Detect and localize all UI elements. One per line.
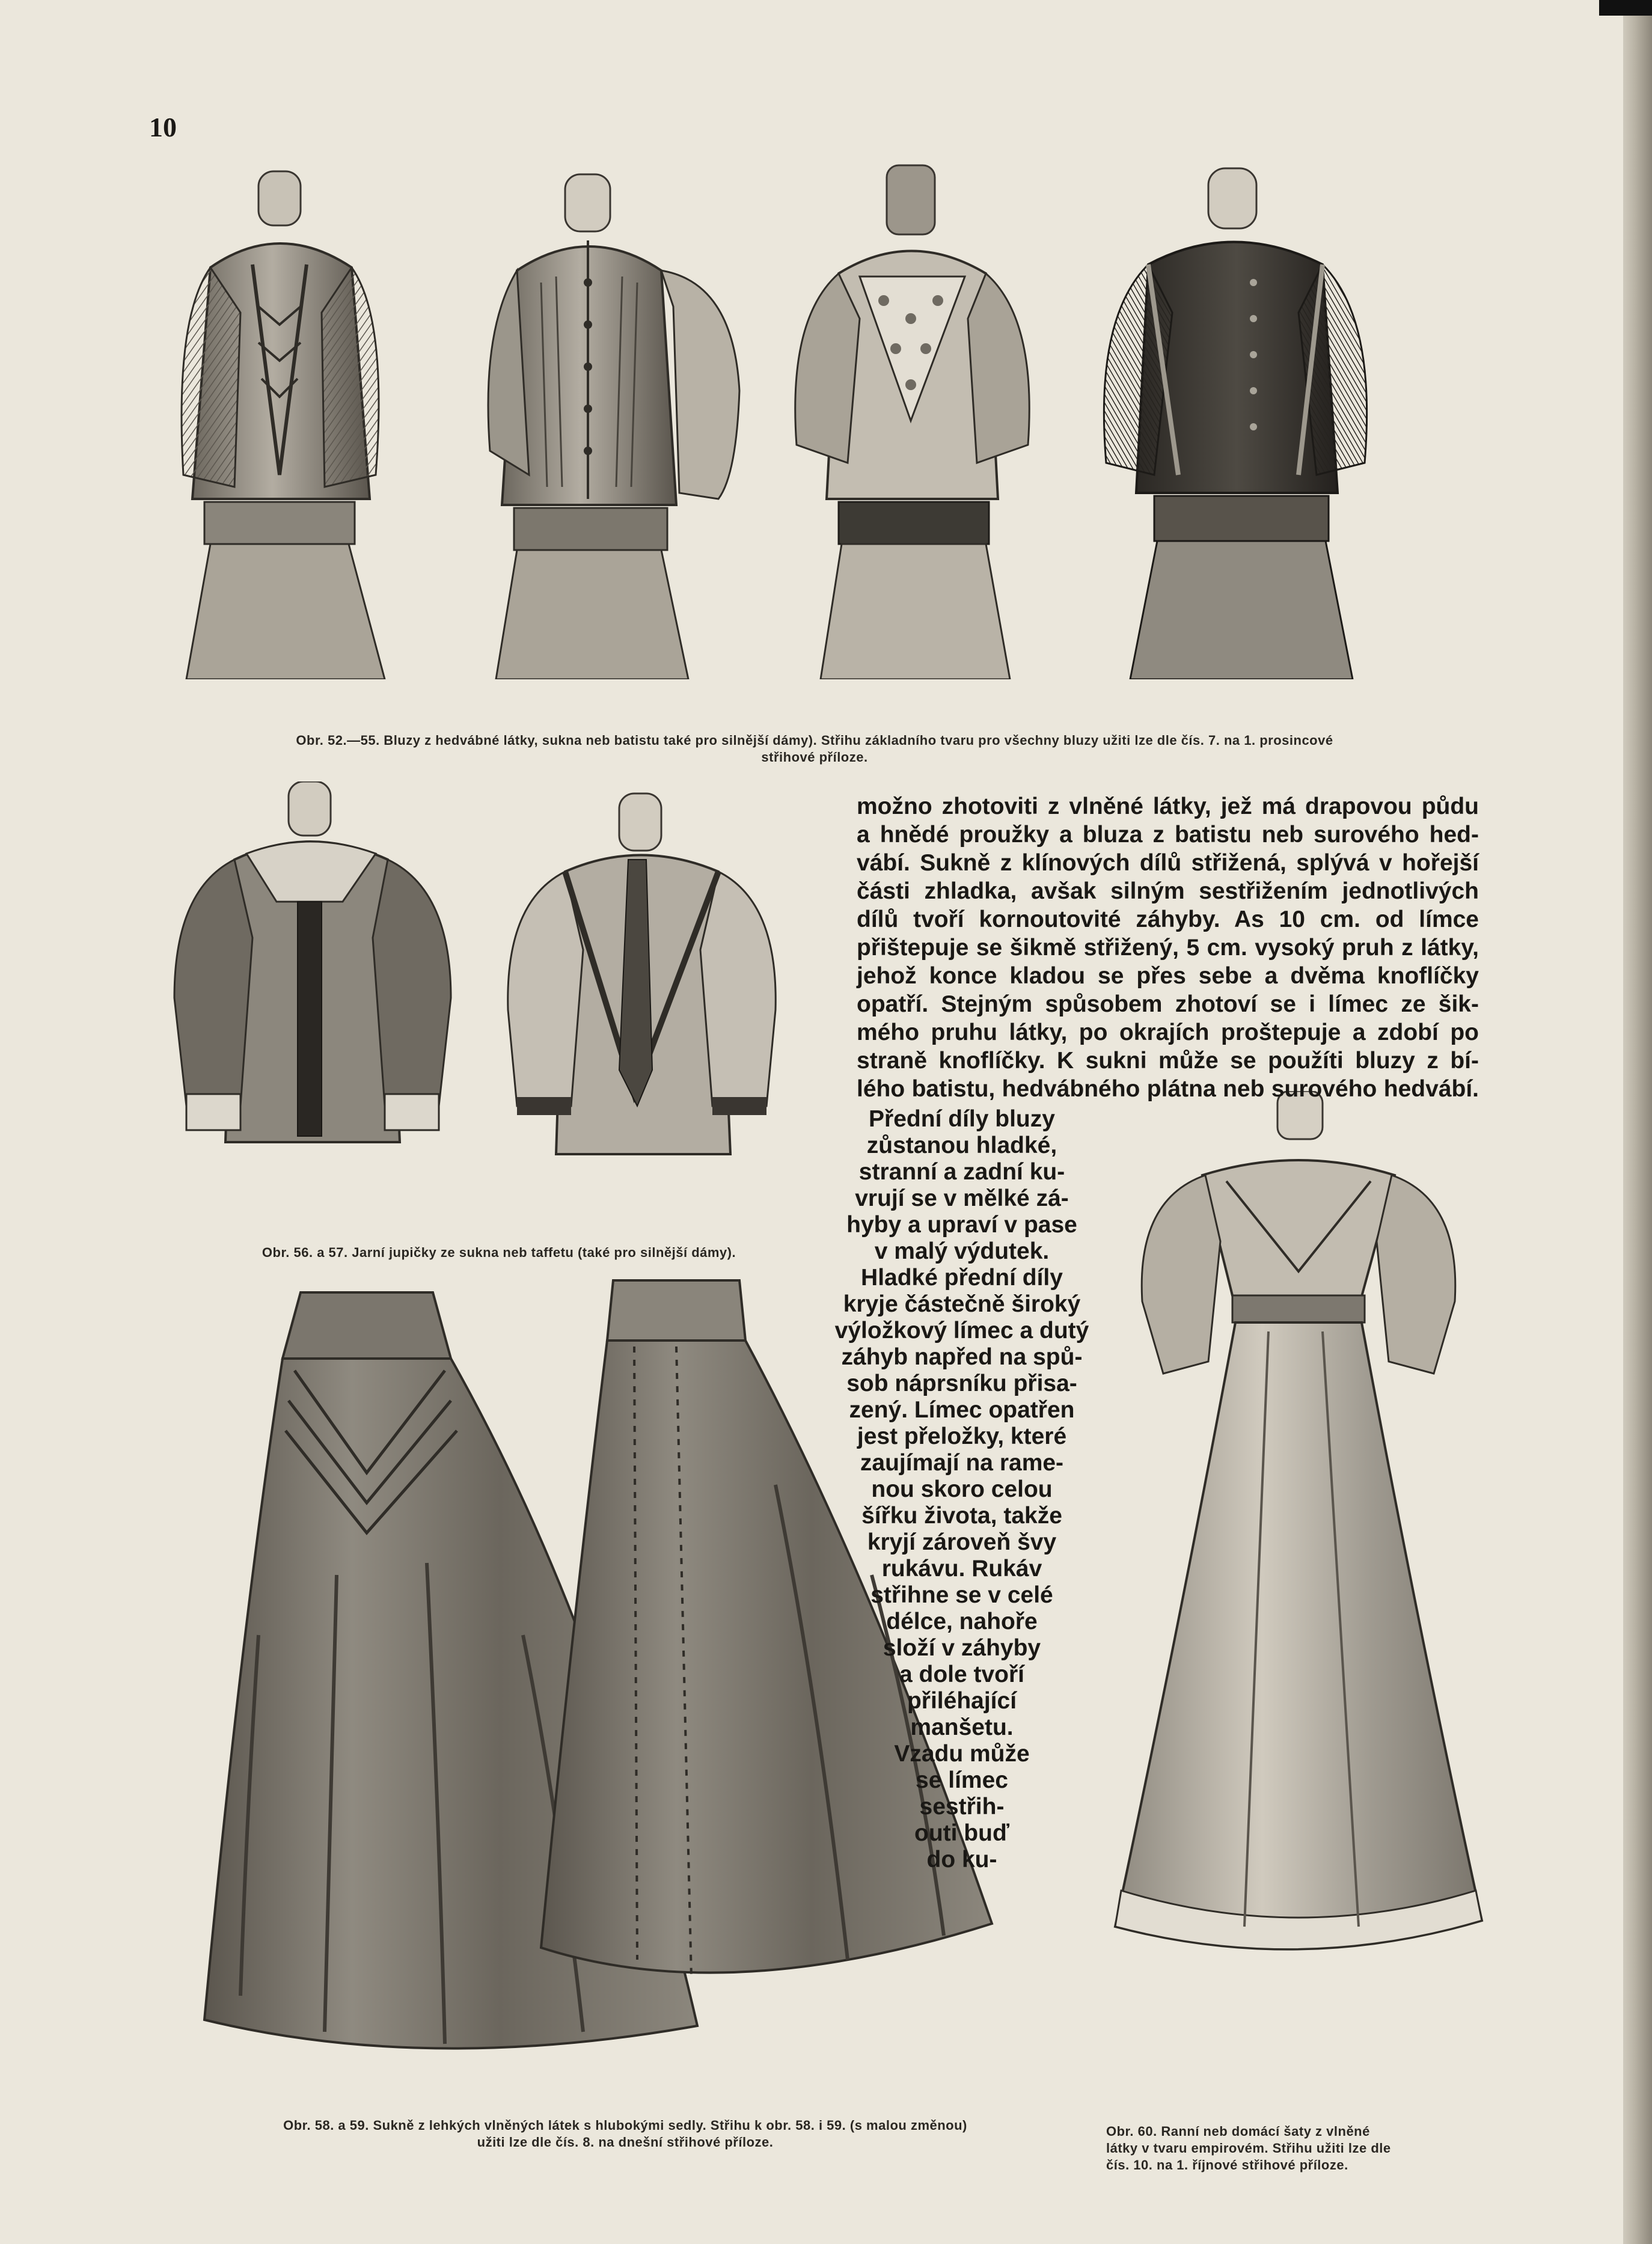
caption-figures-56-57: Obr. 56. a 57. Jarní jupičky ze sukna neb taffetu (také pro silnější dámy). bbox=[262, 1245, 736, 1260]
caption-line: Obr. 58. a 59. Sukně z lehkých vlněných látek s hlubokými sedly. Střihu k obr. 58. i 59. (s malou změnou) bbox=[283, 2118, 967, 2133]
text-line: sob náprsníku přisa- bbox=[846, 1371, 1077, 1396]
text-line: se límec bbox=[916, 1767, 1008, 1793]
caption-figures-52-55 bbox=[144, 732, 1485, 766]
text-line: zůstanou hladké, bbox=[866, 1133, 1057, 1158]
text-line: možno zhotoviti z vlněné látky, jež má drapovou půdu bbox=[857, 793, 1479, 819]
text-line: přiléhající bbox=[907, 1688, 1017, 1714]
page-number: 10 bbox=[149, 112, 177, 142]
text-line: do ku- bbox=[926, 1847, 997, 1873]
illustration-blouses-52-55 bbox=[168, 162, 1485, 679]
text-line: a hnědé proužky a bluza z batistu neb surového hed- bbox=[857, 822, 1479, 848]
text-line: vábí. Sukně z klínových dílů střižená, splývá v hořejší bbox=[857, 850, 1479, 876]
caption-line: střihové příloze. bbox=[761, 750, 868, 765]
page-edge-shadow bbox=[1623, 0, 1652, 2244]
text-line: dílů tvoří kornoutovité záhyby. As 10 cm. od límce bbox=[857, 906, 1479, 932]
illustration-jackets-56-57 bbox=[162, 781, 848, 1202]
text-line: hyby a upraví v pase bbox=[846, 1212, 1077, 1238]
text-line: délce, nahoře bbox=[886, 1609, 1038, 1634]
text-line: Vzadu může bbox=[894, 1741, 1030, 1767]
text-line: sestřih- bbox=[919, 1794, 1005, 1820]
text-line: Hladké přední díly bbox=[861, 1265, 1063, 1291]
text-line: rukávu. Rukáv bbox=[881, 1556, 1042, 1582]
text-line: jehož konce kladou se přes sebe a dvěma knoflíčky bbox=[857, 963, 1479, 989]
text-line: jest přeložky, které bbox=[857, 1423, 1067, 1449]
text-line: a dole tvoří bbox=[899, 1662, 1025, 1687]
article-text-wide bbox=[857, 792, 1479, 1103]
blouse-52 bbox=[182, 171, 385, 679]
caption-line: čís. 10. na 1. říjnové střihové příloze. bbox=[1106, 2157, 1348, 2172]
jacket-56 bbox=[174, 781, 451, 1142]
text-line: zaujímají na rame- bbox=[860, 1450, 1064, 1476]
jacket-57 bbox=[508, 793, 776, 1154]
text-line: outi buď bbox=[914, 1820, 1009, 1846]
text-line: šířku života, takže bbox=[861, 1503, 1062, 1529]
text-line: manšetu. bbox=[910, 1714, 1014, 1740]
text-line: výložkový límec a dutý bbox=[834, 1318, 1089, 1344]
text-line: opatří. Stejným spůsobem zhotoví se i límec ze šik- bbox=[857, 991, 1479, 1017]
text-line: střihne se v celé bbox=[870, 1582, 1053, 1608]
text-line: nou skoro celou bbox=[871, 1476, 1053, 1502]
scan-corner bbox=[1599, 0, 1652, 16]
text-line: zený. Límec opatřen bbox=[849, 1397, 1075, 1423]
text-line: přištepuje se šikmě střižený, 5 cm. vysoký pruh z látky, bbox=[857, 935, 1479, 961]
text-line: stranní a zadní ku- bbox=[858, 1159, 1065, 1185]
text-line: mého pruhu látky, po okrajích proštepuje a zdobí po bbox=[857, 1020, 1479, 1045]
text-line: kryje částečně široký bbox=[843, 1291, 1081, 1317]
text-line: záhyb napřed na spů- bbox=[841, 1344, 1083, 1370]
text-line: vrují se v mělké zá- bbox=[855, 1185, 1069, 1211]
caption-figure-60 bbox=[1106, 2123, 1479, 2174]
text-line: části zhladka, avšak silným sestřižením jednotlivých bbox=[857, 878, 1479, 904]
caption-line: užiti lze dle čís. 8. na dnešní střihové příloze. bbox=[477, 2135, 774, 2150]
text-line: v malý výdutek. bbox=[874, 1238, 1050, 1264]
blouse-54 bbox=[795, 165, 1030, 679]
text-line: složí v záhyby bbox=[883, 1635, 1041, 1661]
text-line: Přední díly bluzy bbox=[869, 1106, 1055, 1132]
caption-line: Obr. 60. Ranní neb domácí šaty z vlněné bbox=[1106, 2124, 1370, 2139]
caption-line: Obr. 52.—55. Bluzy z hedvábné látky, sukna neb batistu také pro silnější dámy). Střihu základního tvaru pro všechny bluzy užiti lze dle čís. 7. na 1. prosincové bbox=[296, 733, 1333, 748]
text-line: lého batistu, hedvábného plátna neb surového hedvábí. bbox=[857, 1076, 1479, 1102]
blouse-53 bbox=[488, 174, 739, 679]
article-text-narrow bbox=[815, 1106, 1109, 1873]
text-line: straně knoflíčky. K sukni může se použíti bluzy z bí- bbox=[857, 1048, 1479, 1074]
caption-line: látky v tvaru empirovém. Střihu užiti lze dle bbox=[1106, 2141, 1391, 2156]
illustration-dress-60 bbox=[1106, 1091, 1491, 1975]
text-line: kryjí zároveň švy bbox=[867, 1529, 1057, 1555]
blouse-55 bbox=[1104, 168, 1366, 679]
caption-figures-58-59 bbox=[144, 2117, 1106, 2151]
